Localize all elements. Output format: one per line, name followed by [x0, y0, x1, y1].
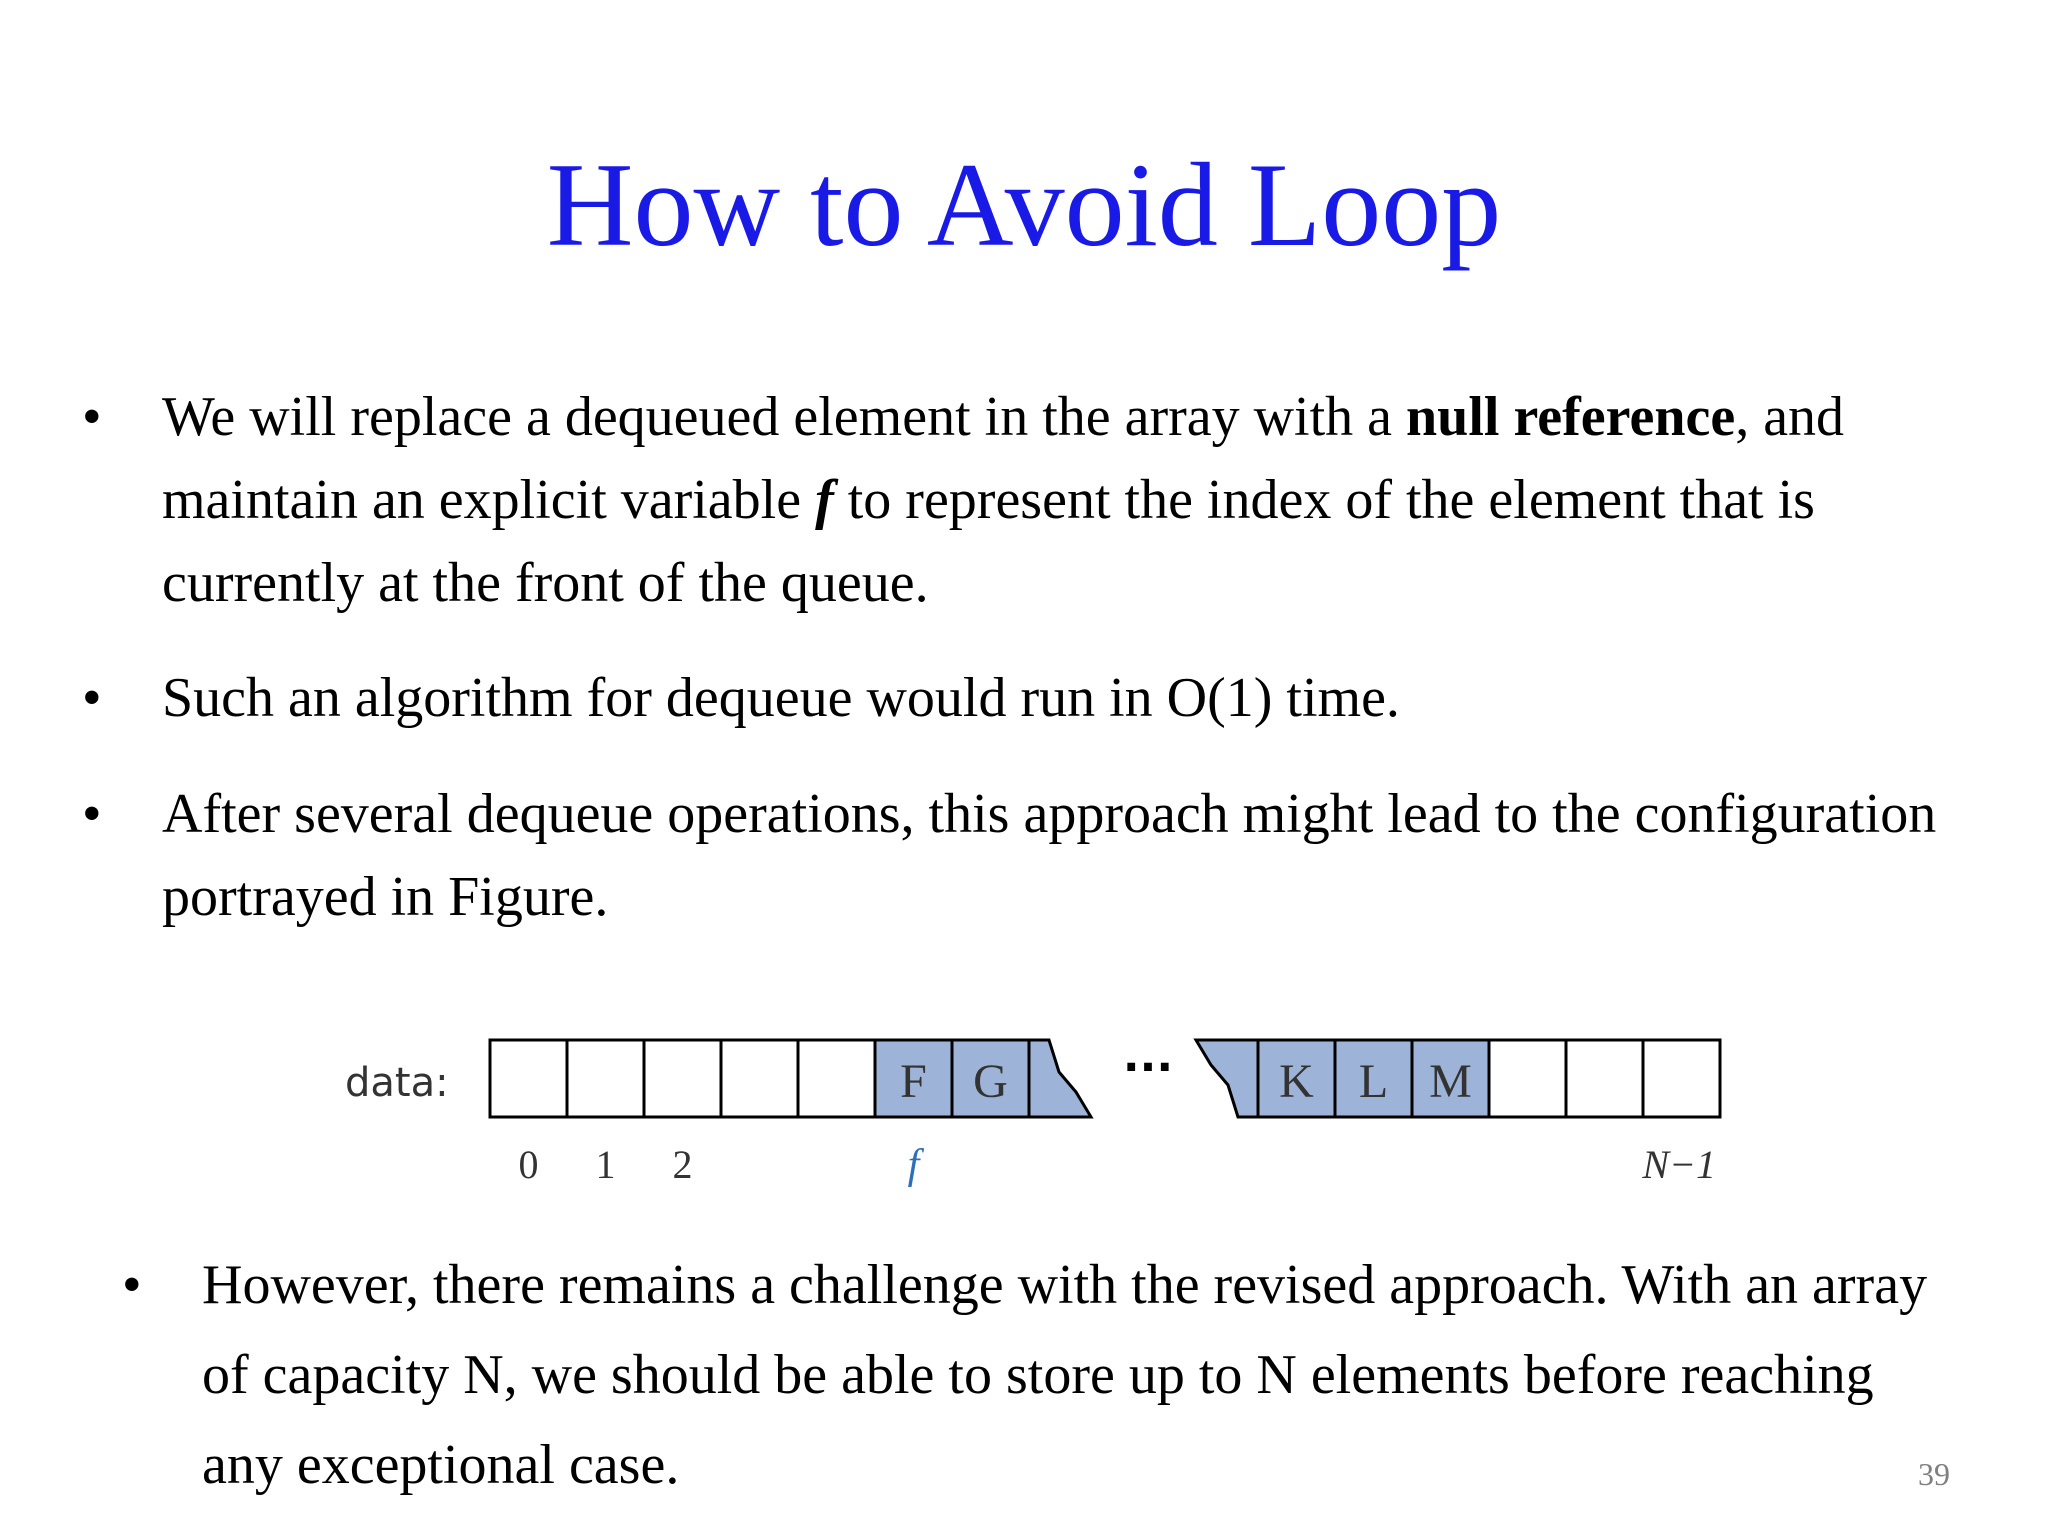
bullet-text: However, there remains a challenge with the revised approach. With an array of capacity N, we should be able to store up to N elements before reaching any exceptional case.: [202, 1254, 1928, 1496]
null-reference-term: null reference: [1406, 386, 1736, 448]
bullet-item: [82, 657, 1992, 740]
bullet-item: [122, 1240, 1962, 1510]
array-cell: [1566, 1040, 1643, 1117]
array-cell: [644, 1040, 721, 1117]
slide-number: 39: [1918, 1456, 1950, 1492]
array-figure: [330, 1030, 1750, 1200]
bullet-text-part: We will replace a dequeued element in the array with a: [162, 386, 1407, 448]
array-cell: [798, 1040, 875, 1117]
array-cell: [1643, 1040, 1720, 1117]
bullet-item: [82, 376, 1992, 625]
bullet-dot: •: [82, 667, 102, 729]
front-index-label: f: [907, 1142, 920, 1188]
bullet-text: After several dequeue operations, this approach might lead to the configuration portrayed in Figure.: [162, 783, 1937, 928]
array-cell: [721, 1040, 798, 1117]
bullet-dot: •: [82, 783, 102, 845]
cell-value: F: [900, 1055, 927, 1108]
ellipsis: ···: [1122, 1042, 1174, 1093]
bullet-dot: •: [82, 386, 102, 448]
bullet-text-part: to represent the index of the element that is currently at the front of the queue.: [162, 469, 1815, 614]
front-variable: f: [815, 469, 834, 531]
index-label: 2: [672, 1142, 693, 1187]
bullet-item: [82, 773, 1992, 939]
index-label: 1: [595, 1142, 616, 1187]
bullet-text: Such an algorithm for dequeue would run in O(1) time.: [162, 667, 1400, 729]
cell-value: M: [1429, 1055, 1472, 1108]
array-cell: [490, 1040, 567, 1117]
bullet-text-part: , and maintain an explicit variable: [162, 386, 1845, 531]
index-label: 0: [518, 1142, 539, 1187]
cell-value: L: [1358, 1055, 1389, 1108]
bullet-dot: •: [122, 1254, 142, 1316]
cell-value: K: [1279, 1055, 1314, 1108]
array-cell: [1489, 1040, 1566, 1117]
torn-edge-right: [1029, 1040, 1091, 1117]
cell-value: G: [973, 1055, 1008, 1108]
last-index-label: N−1: [1642, 1142, 1716, 1187]
array-label: data:: [345, 1060, 449, 1106]
bullet-text: [162, 376, 1992, 625]
torn-edge-left: [1196, 1040, 1258, 1117]
slide-title: How to Avoid Loop: [546, 138, 1502, 271]
array-diagram: [330, 1030, 1750, 1200]
array-cell: [567, 1040, 644, 1117]
